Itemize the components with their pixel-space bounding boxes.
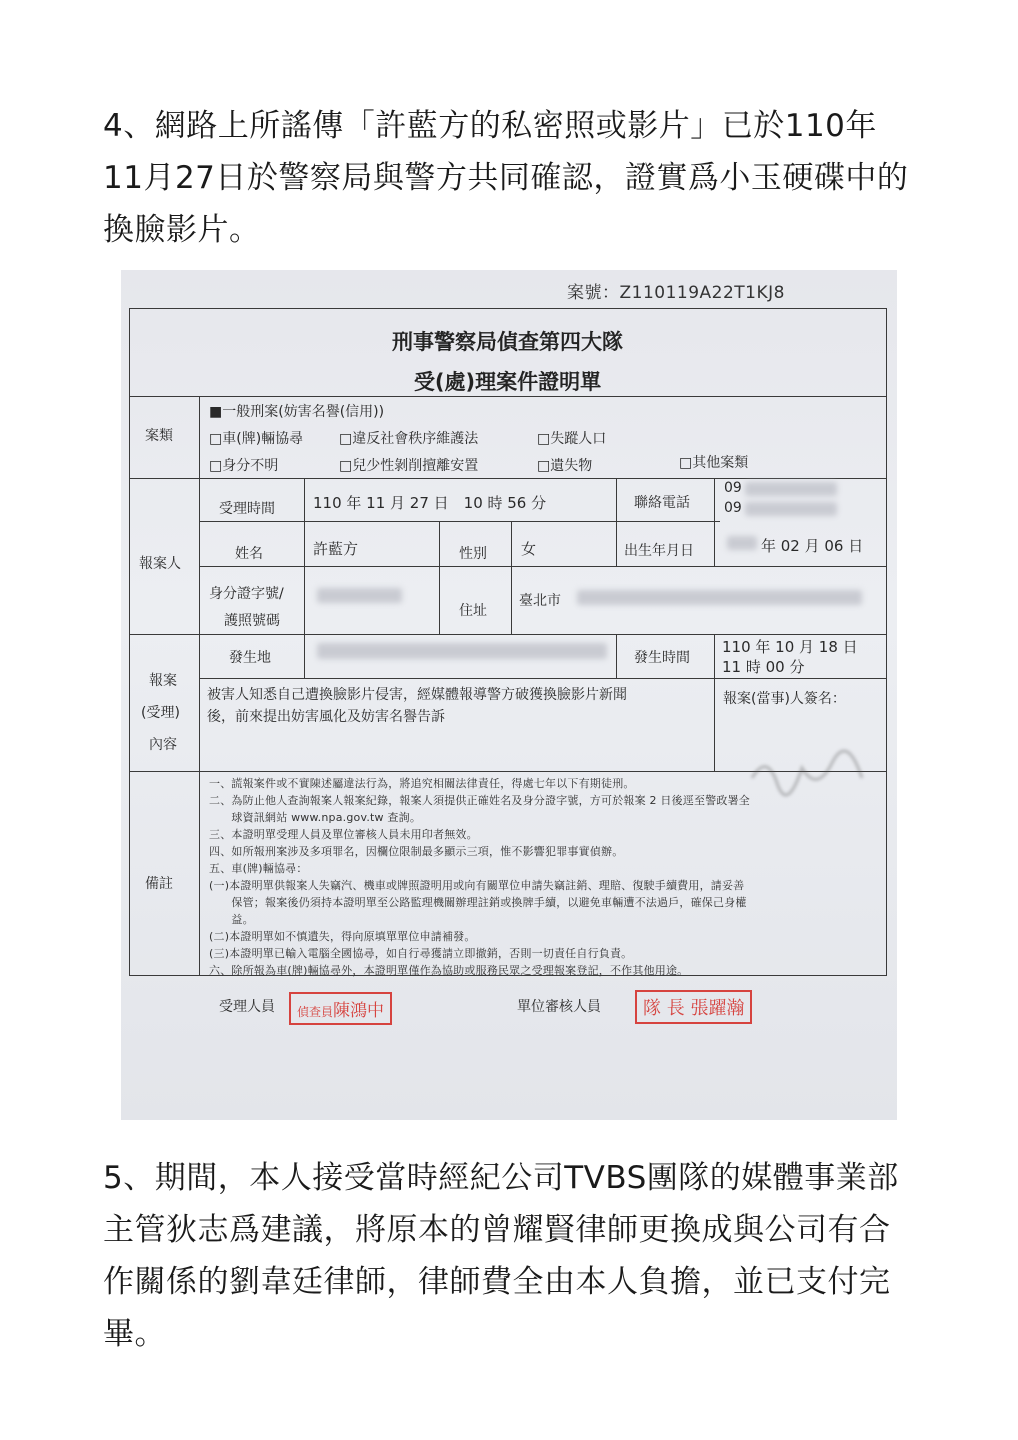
form-subtitle: 受(處)理案件證明單 <box>413 370 602 394</box>
gender-value: 女 <box>521 540 537 558</box>
report-content-1: 被害人知悉自己遭換臉影片侵害，經媒體報導警方破獲換臉影片新聞 <box>207 687 627 703</box>
redacted-birth-year <box>727 536 757 550</box>
paragraph-line: 畢。 <box>103 1316 166 1352</box>
remark-line: 六、除所報為車(牌)輛協尋外，本證明單僅作為協助或服務民眾之受理報案登記，不作其他用途。 <box>209 964 689 977</box>
remark-line: 一、謊報案件或不實陳述屬違法行為，將追究相關法律責任，得處七年以下有期徒刑。 <box>209 777 635 790</box>
checkbox-option: □車(牌)輛協尋 <box>209 431 304 447</box>
report-label-2: (受理) <box>141 705 180 721</box>
report-label-1: 報案 <box>149 673 177 689</box>
address-label: 住址 <box>459 603 487 619</box>
reporter-label: 報案人 <box>139 556 181 572</box>
case-type-checked: ■一般刑案(妨害名譽(信用)) <box>209 404 385 420</box>
id-label-2: 護照號碼 <box>224 613 280 629</box>
certificate-form <box>129 308 886 975</box>
remark-line: 五、車(牌)輛協尋： <box>209 862 308 875</box>
paragraph-line: 作關係的劉韋廷律師，律師費全由本人負擔，並已支付完 <box>103 1264 891 1300</box>
name-label: 姓名 <box>235 546 263 562</box>
receiver-stamp <box>289 992 392 1025</box>
birth-label: 出生年月日 <box>624 543 694 559</box>
phone-label: 聯絡電話 <box>634 495 690 511</box>
remark-line: (一)本證明單供報案人失竊汽、機車或牌照證明用或向有關單位申請失竊註銷、理賠、復駛手續費用，請妥善 <box>209 879 745 892</box>
redacted-place <box>317 643 607 659</box>
remark-line: (三)本證明單已輸入電腦全國協尋，如自行尋獲請立即撤銷，否則一切責任自行負責。 <box>209 947 633 960</box>
remark-line: (二)本證明單如不慎遺失，得向原填單單位申請補發。 <box>209 930 476 943</box>
address-value: 臺北市 <box>519 593 561 609</box>
reviewer-stamp: 隊 長 張躍瀚 <box>635 990 752 1024</box>
id-label-1: 身分證字號/ <box>209 586 284 602</box>
remark-line: 二、為防止他人查詢報案人報案紀錄，報案人須提供正確姓名及身分證字號，方可於報案 2 日後逕至警政署全 <box>209 794 750 807</box>
remark-line: 益。 <box>209 913 254 926</box>
redacted-address <box>577 590 862 605</box>
paragraph-line: 4、網路上所謠傳「許藍方的私密照或影片」已於110年 <box>103 108 877 144</box>
remark-line: 四、如所報刑案涉及多項罪名，因欄位限制最多顯示三項，惟不影響犯罪事實偵辦。 <box>209 845 624 858</box>
remark-line: 球資訊網站 www.npa.gov.tw 查詢。 <box>209 811 422 824</box>
checkbox-option: □遺失物 <box>537 458 593 474</box>
checkbox-option: □身分不明 <box>209 458 279 474</box>
redacted-phone <box>745 482 837 496</box>
signature-label: 報案(當事)人簽名： <box>723 691 846 707</box>
place-label: 發生地 <box>229 650 271 666</box>
remark-line: 保管；報案後仍須持本證明單至公路監理機關辦理註銷或換牌手續，以避免車輛遭不法過戶，確保己身權 <box>209 896 747 909</box>
redacted-id <box>317 588 402 603</box>
report-content-2: 後，前來提出妨害風化及妨害名譽告訴 <box>207 709 445 725</box>
redacted-phone <box>745 502 837 516</box>
case-number: 案號：Z110119A22T1KJ8 <box>567 283 785 303</box>
paragraph-4 <box>103 100 923 256</box>
checkbox-option: □失蹤人口 <box>537 431 607 447</box>
receiver-label: 受理人員 <box>219 999 275 1015</box>
receiver-stamp-prefix: 偵查員 <box>297 1005 334 1019</box>
paragraph-line: 11月27日於警察局與警方共同確認，證實爲小玉硬碟中的 <box>103 160 909 196</box>
time-value-2: 11 時 00 分 <box>722 658 805 676</box>
signature-mark <box>747 748 867 798</box>
phone-value-1: 09 <box>724 480 742 496</box>
remarks-label: 備註 <box>145 876 173 892</box>
receiver-stamp-name: 陳鴻中 <box>333 1001 385 1021</box>
accept-time-label: 受理時間 <box>219 501 275 517</box>
birth-value: 年 02 月 06 日 <box>761 537 864 555</box>
accept-time-value: 110 年 11 月 27 日 10 時 56 分 <box>313 494 547 512</box>
name-value: 許藍方 <box>313 540 359 558</box>
paragraph-line: 換臉影片。 <box>103 212 261 248</box>
checkbox-option: □其他案類 <box>679 455 749 471</box>
reviewer-label: 單位審核人員 <box>517 999 601 1015</box>
paragraph-line: 主管狄志爲建議，將原本的曾耀賢律師更換成與公司有合 <box>103 1212 891 1248</box>
time-label: 發生時間 <box>634 650 690 666</box>
checkbox-option: □違反社會秩序維護法 <box>339 431 479 447</box>
form-title: 刑事警察局偵查第四大隊 <box>392 330 623 354</box>
checkbox-option: □兒少性剝削擅離安置 <box>339 458 479 474</box>
phone-value-2: 09 <box>724 500 742 516</box>
time-value-1: 110 年 10 月 18 日 <box>722 638 858 656</box>
case-certificate-photo <box>121 270 897 1120</box>
paragraph-5 <box>103 1152 923 1360</box>
report-label-3: 內容 <box>149 737 177 753</box>
case-type-label: 案類 <box>145 428 173 444</box>
paragraph-line: 5、期間，本人接受當時經紀公司TVBS團隊的媒體事業部 <box>103 1160 899 1196</box>
remark-line: 三、本證明單受理人員及單位審核人員未用印者無效。 <box>209 828 478 841</box>
gender-label: 性別 <box>459 546 487 562</box>
